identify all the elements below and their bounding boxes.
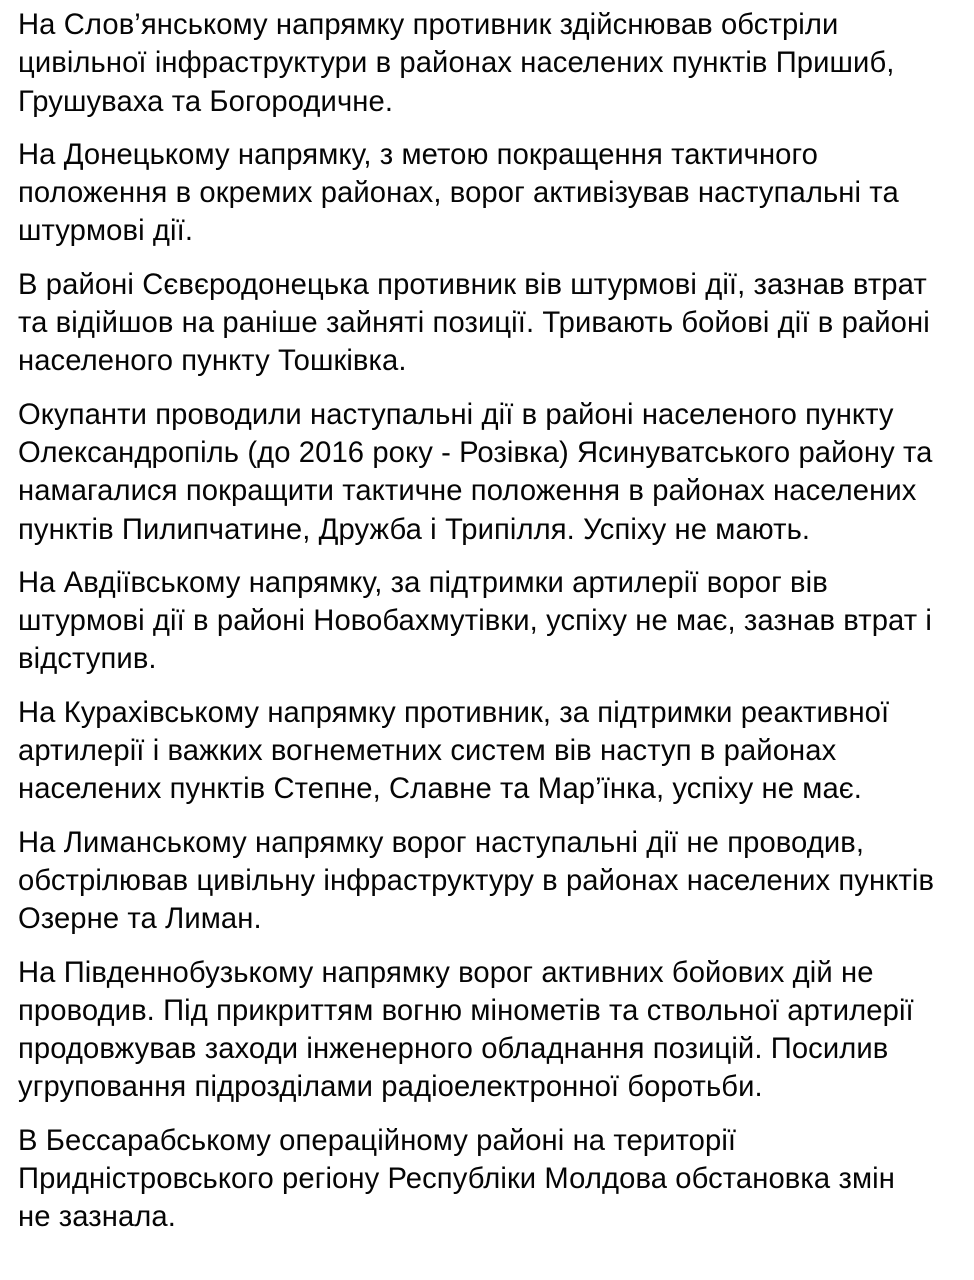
paragraph-line: Придністровського регіону Республіки Молдова обстановка змін [18, 1163, 895, 1196]
paragraph-avdiivka [18, 564, 962, 679]
paragraph-line: На Курахівському напрямку противник, за підтримки реактивної [18, 696, 890, 729]
paragraph-donetsk [18, 136, 962, 251]
paragraph-sievierodonetsk [18, 266, 962, 381]
paragraph-line: не зазнала. [18, 1201, 176, 1234]
paragraph-line: В районі Сєвєродонецька противник вів штурмові дії, зазнав втрат [18, 268, 927, 301]
paragraph-sloviansk [18, 6, 962, 121]
paragraph-line: штурмові дії. [18, 215, 194, 248]
paragraph-lyman [18, 824, 962, 939]
paragraph-line: артилерії і важких вогнеметних систем вів наступ в районах [18, 735, 837, 768]
paragraph-line: Озерне та Лиман. [18, 903, 262, 936]
paragraph-line: населеного пункту Тошківка. [18, 345, 407, 378]
paragraph-line: цивільної інфраструктури в районах населених пунктів Пришиб, [18, 47, 895, 80]
paragraph-line: штурмові дії в районі Новобахмутівки, успіху не має, зазнав втрат і [18, 605, 932, 638]
paragraph-line: Окупанти проводили наступальні дії в районі населеного пункту [18, 398, 894, 431]
paragraph-line: На Донецькому напрямку, з метою покращення тактичного [18, 138, 818, 171]
paragraph-line: Олександропіль (до 2016 року - Розівка) Ясинуватського району та [18, 436, 933, 469]
paragraph-line: обстрілював цивільну інфраструктуру в районах населених пунктів [18, 864, 935, 897]
paragraph-line: угруповання підрозділами радіоелектронної боротьби. [18, 1071, 763, 1104]
paragraph-line: пунктів Пилипчатине, Дружба і Трипілля. Успіху не мають. [18, 513, 811, 546]
paragraph-line: Грушуваха та Богородичне. [18, 85, 394, 118]
paragraph-line: положення в окремих районах, ворог активізував наступальні та [18, 177, 899, 210]
post-body [18, 6, 962, 1252]
paragraph-oleksandropil [18, 396, 962, 549]
paragraph-bessarabia [18, 1122, 962, 1237]
paragraph-line: намагалися покращити тактичне положення в районах населених [18, 475, 917, 508]
paragraph-line: На Південнобузькому напрямку ворог активних бойових дій не [18, 956, 874, 989]
paragraph-line: та відійшов на раніше зайняті позиції. Тривають бойові дії в районі [18, 307, 930, 340]
paragraph-kurakhove [18, 694, 962, 809]
paragraph-line: На Авдіївському напрямку, за підтримки артилерії ворог вів [18, 566, 828, 599]
paragraph-line: населених пунктів Степне, Славне та Мар’їнка, успіху не має. [18, 773, 862, 806]
paragraph-line: В Бессарабському операційному районі на території [18, 1124, 737, 1157]
paragraph-line: проводив. Під прикриттям вогню мінометів та ствольної артилерії [18, 994, 914, 1027]
paragraph-line: На Слов’янському напрямку противник здійснював обстріли [18, 9, 839, 41]
paragraph-line: продовжував заходи інженерного обладнання позицій. Посилив [18, 1033, 889, 1066]
paragraph-pivdennyi-buh [18, 954, 962, 1107]
paragraph-line: На Лиманському напрямку ворог наступальні дії не проводив, [18, 826, 865, 859]
paragraph-line: відступив. [18, 643, 157, 676]
